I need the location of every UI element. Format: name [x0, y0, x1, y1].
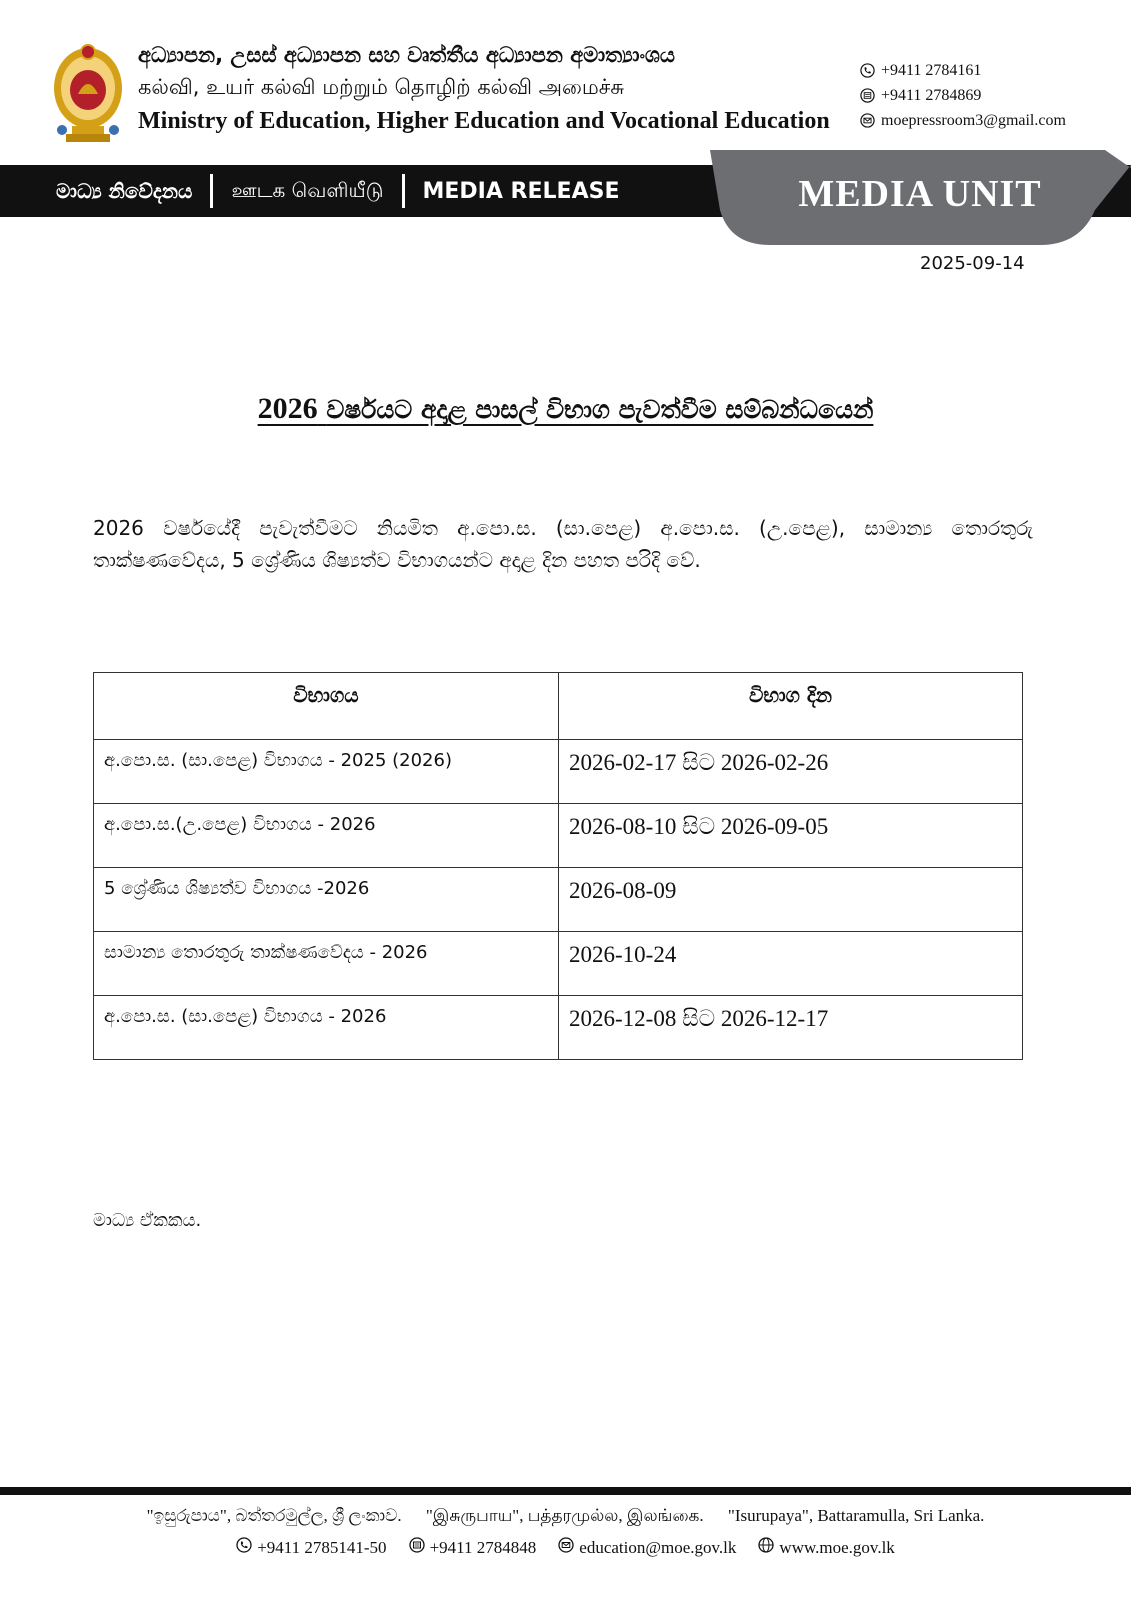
footer-fax [409, 1537, 537, 1558]
column-header-exam: විභාගය [94, 673, 559, 740]
ministry-name [138, 40, 830, 138]
banner-divider [210, 174, 213, 208]
exam-dates-cell: 2026-02-17 සිට 2026-02-26 [559, 740, 1023, 804]
footer-phone-number[interactable]: +9411 2785141-50 [257, 1537, 387, 1557]
header-fax-number: +9411 2784869 [881, 87, 982, 104]
footer-email-address[interactable]: education@moe.gov.lk [579, 1537, 737, 1557]
globe-icon [758, 1537, 774, 1558]
footer-address [0, 1506, 1131, 1528]
footer-phone [236, 1537, 386, 1558]
table-row [94, 996, 1023, 1060]
banner-divider [402, 174, 405, 208]
document-title-year: 2026 [257, 392, 318, 425]
footer-address-english: "Isurupaya", Battaramulla, Sri Lanka. [727, 1506, 985, 1525]
exam-dates-cell: 2026-10-24 [559, 932, 1023, 996]
signoff: මාධ්‍ය ඒකකය. [93, 1210, 202, 1231]
header-phone [860, 58, 1066, 83]
media-release-english: MEDIA RELEASE [422, 178, 620, 204]
footer-website-link[interactable]: www.moe.gov.lk [779, 1537, 895, 1557]
ministry-emblem [50, 38, 126, 144]
phone-icon [860, 63, 875, 78]
email-icon [860, 113, 875, 128]
column-header-dates: විභාග දින [559, 673, 1023, 740]
fax-icon [860, 88, 875, 103]
exam-schedule-table [93, 672, 1023, 1060]
header-phone-number[interactable]: +9411 2784161 [881, 62, 982, 79]
header-email-address[interactable]: moepressroom3@gmail.com [881, 112, 1066, 129]
phone-icon [236, 1537, 252, 1558]
media-unit-label: MEDIA UNIT [798, 173, 1042, 215]
table-row [94, 804, 1023, 868]
exam-name-cell: සාමාන්‍ය තොරතුරු තාක්ෂණවේදය - 2026 [94, 932, 559, 996]
document-title-text: වර්ෂයට අදාළ පාසල් විභාග පැවත්වීම සම්බන්ධයෙන් [326, 395, 874, 424]
footer-contacts [0, 1537, 1131, 1558]
media-release-tamil: ஊடக வெளியீடு [231, 177, 384, 202]
table-row [94, 868, 1023, 932]
table-row [94, 740, 1023, 804]
ministry-name-english: Ministry of Education, Higher Education and Vocational Education [138, 108, 830, 134]
footer-web [758, 1537, 894, 1558]
email-icon [558, 1537, 574, 1558]
body-paragraph: 2026 වර්ෂයේදී පැවැත්වීමට නියමිත අ.පො.ස. (සා.පෙළ) අ.පො.ස. (උ.පෙළ), සාමාන්‍ය තොරතුරු තාක්ෂණවේදය, 5 ශ්‍රේණිය ශිෂ්‍යත්ව විභාගයන්ට අදාළ දින පහත පරිදි වේ. [93, 516, 1033, 572]
header-contacts [860, 58, 1066, 133]
ministry-name-sinhala: අධ්‍යාපන, උසස් අධ්‍යාපන සහ වෘත්තීය අධ්‍යාපන අමාත්‍යාංශය [138, 43, 676, 67]
footer-email [558, 1537, 736, 1558]
exam-dates-cell: 2026-08-10 සිට 2026-09-05 [559, 804, 1023, 868]
exam-name-cell: අ.පො.ස. (සා.පෙළ) විභාගය - 2025 (2026) [94, 740, 559, 804]
footer-divider [0, 1487, 1131, 1495]
header-email [860, 108, 1066, 133]
exam-name-cell: 5 ශ්‍රේණිය ශිෂ්‍යත්ව විභාගය -2026 [94, 868, 559, 932]
release-date: 2025-09-14 [920, 253, 1025, 274]
media-release-sinhala: මාධ්‍ය නිවේදනය [56, 179, 193, 203]
exam-dates-cell: 2026-08-09 [559, 868, 1023, 932]
footer-address-tamil: "இசுருபாய", பத்தரமுல்ல, இலங்கை. [425, 1506, 704, 1525]
header-fax [860, 83, 1066, 108]
document-title [0, 392, 1131, 426]
table-row [94, 932, 1023, 996]
footer-address-sinhala: "ඉසුරුපාය", බත්තරමුල්ල, ශ්‍රී ලංකාව. [146, 1506, 402, 1525]
fax-icon [409, 1537, 425, 1558]
ministry-name-tamil: கல்வி, உயர் கல்வி மற்றும் தொழிற் கல்வி அமைச்சு [138, 75, 625, 99]
emblem-icon [50, 38, 126, 144]
footer-fax-number: +9411 2784848 [429, 1537, 537, 1557]
table-header-row [94, 673, 1023, 740]
exam-dates-cell: 2026-12-08 සිට 2026-12-17 [559, 996, 1023, 1060]
exam-name-cell: අ.පො.ස.(උ.පෙළ) විභාගය - 2026 [94, 804, 559, 868]
media-release-labels [56, 165, 619, 217]
exam-name-cell: අ.පො.ස. (සා.පෙළ) විභාගය - 2026 [94, 996, 559, 1060]
